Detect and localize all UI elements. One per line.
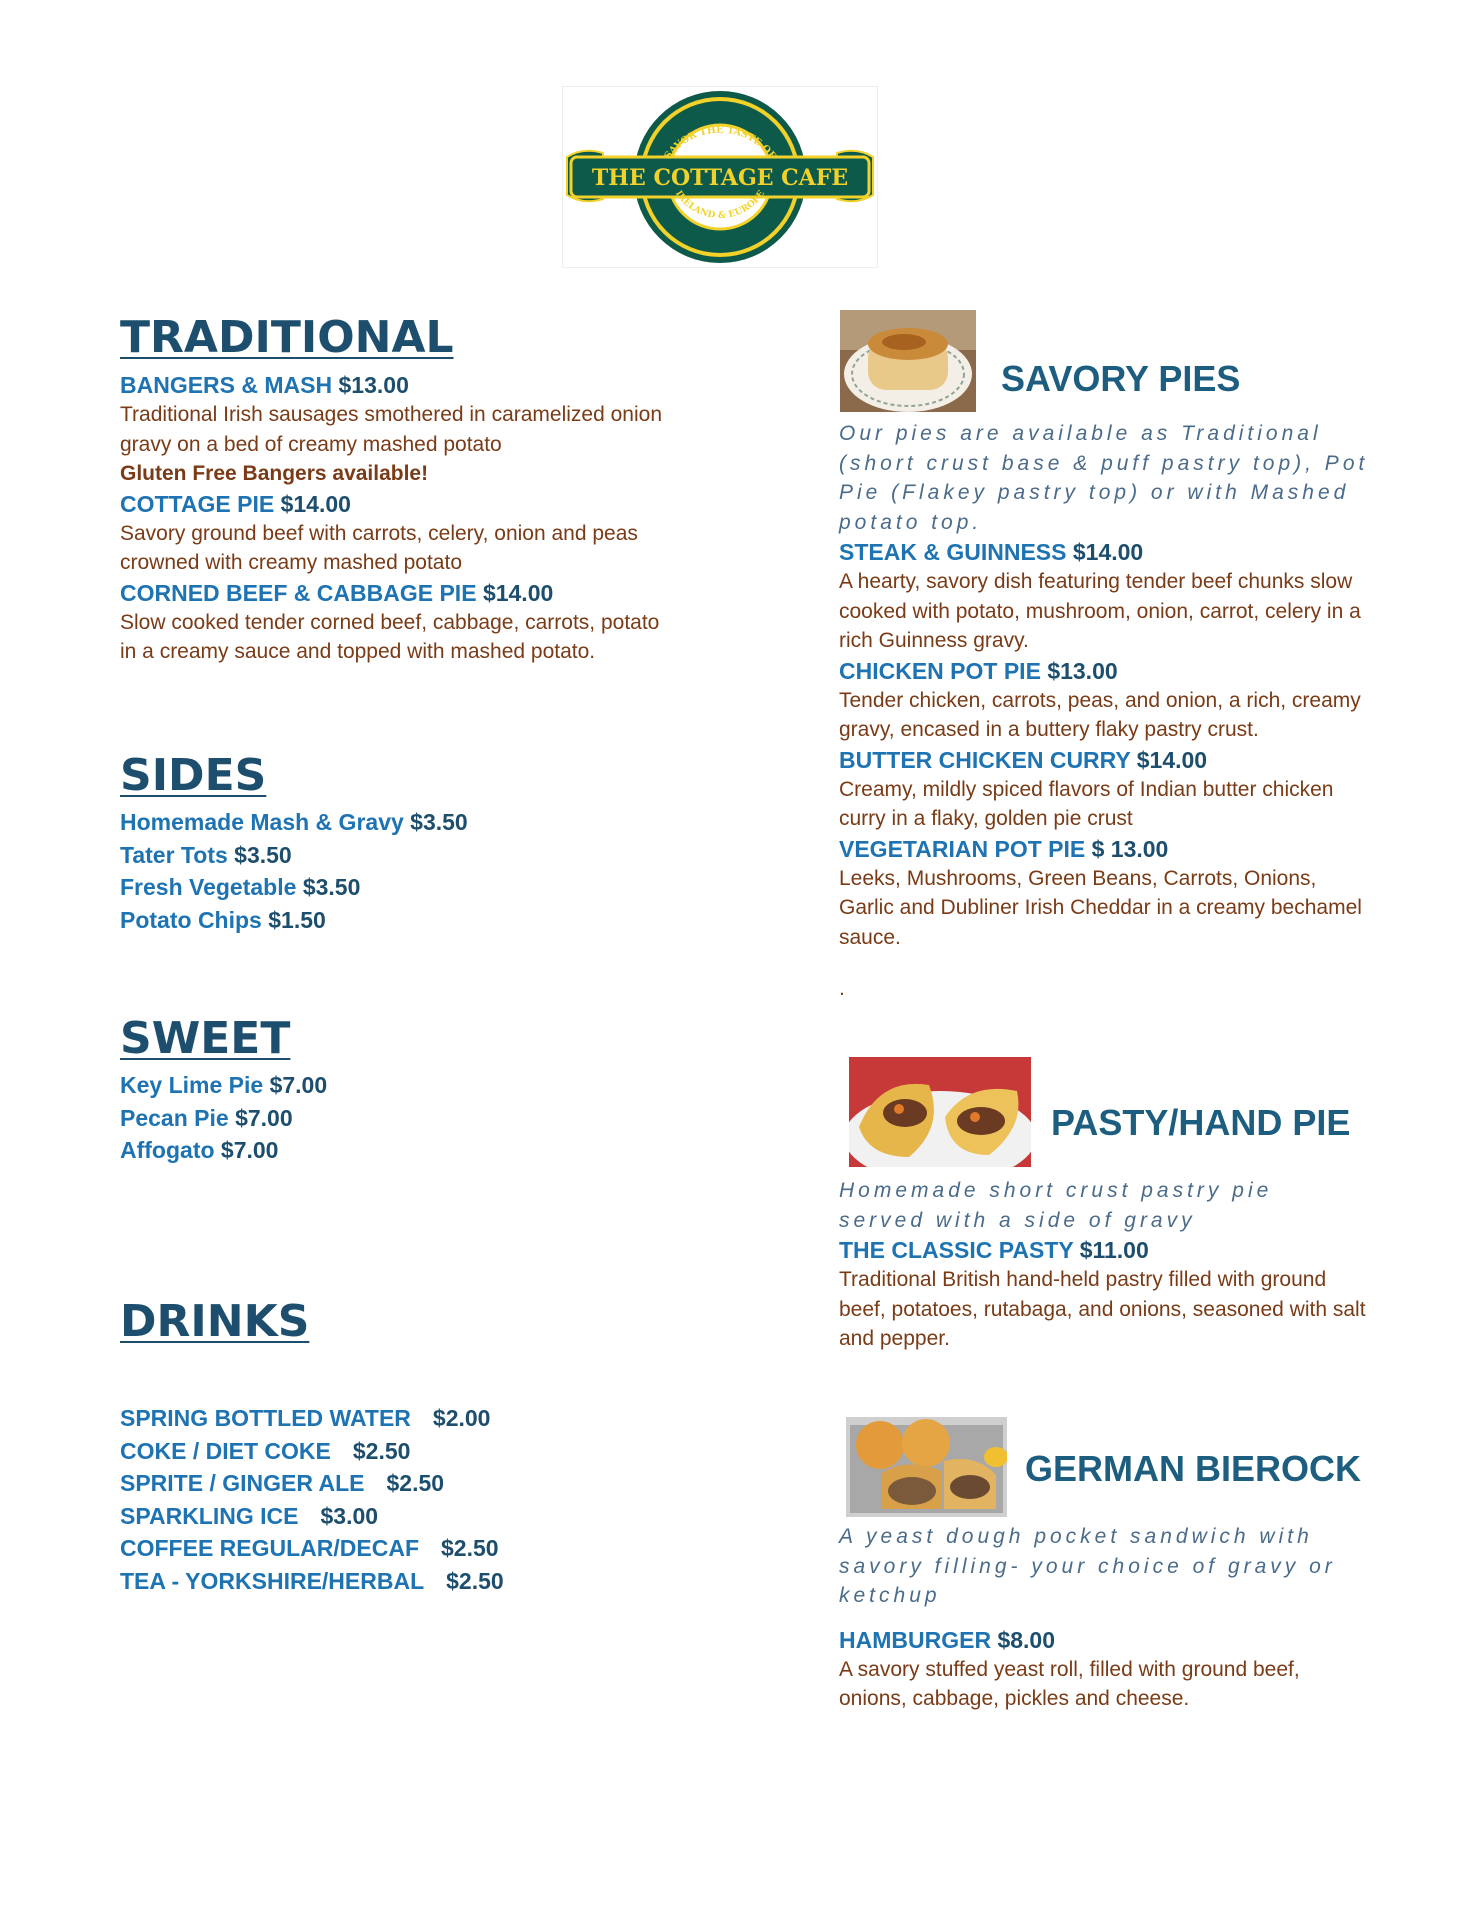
item-price: $3.50 — [234, 841, 292, 868]
item-price: $ 13.00 — [1091, 835, 1169, 862]
item-name: Pecan Pie — [120, 1104, 229, 1131]
pasty-heading: PASTY/HAND PIE — [1051, 1102, 1351, 1143]
item-name: COTTAGE PIE — [120, 490, 275, 517]
bierock-section — [839, 1522, 1369, 1714]
traditional-list — [120, 370, 680, 667]
item-description: Traditional British hand-held pastry filled with ground beef, potatoes, rutabaga, and onions, seasoned with salt and pepper. — [839, 1268, 1366, 1350]
item-price: $2.50 — [441, 1535, 499, 1561]
logo-bottom-text: IRELAND & EUROPE — [673, 188, 768, 222]
item-description: A hearty, savory dish featuring tender beef chunks slow cooked with potato, mushroom, onion, carrot, celery in a rich Guinness gravy. — [839, 570, 1361, 652]
item-price: $14.00 — [280, 490, 351, 517]
menu-item-title — [839, 1625, 1369, 1655]
menu-item-title — [120, 578, 680, 608]
item-name: Fresh Vegetable — [120, 874, 297, 900]
stray-dot: . — [839, 977, 845, 1000]
section-intro: Our pies are available as Traditional (short crust base & puff pastry top), Pot Pie (Flakey pastry top) or with Mashed potato top. — [839, 422, 1369, 534]
item-price: $13.00 — [338, 372, 409, 398]
item-name: THE CLASSIC PASTY — [839, 1237, 1074, 1263]
savory-pies-section — [839, 419, 1369, 1004]
item-price: $14.00 — [1136, 746, 1208, 773]
item-name: Potato Chips — [120, 906, 262, 933]
savory-pie-photo — [840, 310, 976, 412]
bierock-photo — [846, 1417, 1007, 1517]
traditional-heading: TRADITIONAL — [120, 312, 454, 363]
item-price: $13.00 — [1047, 657, 1118, 684]
item-price: $11.00 — [1079, 1237, 1149, 1263]
list-item — [120, 1500, 504, 1533]
pasty-section — [839, 1176, 1369, 1354]
item-price: $2.50 — [446, 1567, 504, 1594]
item-name: TEA - YORKSHIRE/HERBAL — [120, 1567, 425, 1594]
menu-item-title — [839, 1235, 1369, 1265]
item-price: $14.00 — [1072, 539, 1144, 565]
logo-top-text: SAVOR THE TASTE OF — [662, 124, 778, 162]
item-price: $3.50 — [302, 874, 361, 900]
section-intro: A yeast dough pocket sandwich with savory filling- your choice of gravy or ketchup — [839, 1525, 1336, 1607]
item-price: $2.50 — [352, 1437, 411, 1464]
item-description: A savory stuffed yeast roll, filled with ground beef, onions, cabbage, pickles and cheese. — [839, 1657, 1300, 1710]
item-price: $3.00 — [320, 1502, 379, 1529]
menu-item-title — [839, 745, 1369, 775]
menu-item-title — [839, 537, 1369, 567]
item-description: Tender chicken, carrots, peas, and onion, a rich, creamy gravy, encased in a buttery flaky pastry crust. — [839, 688, 1361, 741]
sides-list — [120, 806, 468, 936]
drinks-list — [120, 1402, 504, 1597]
item-name: SPRITE / GINGER ALE — [120, 1470, 365, 1496]
item-name: COFFEE REGULAR/DECAF — [120, 1535, 419, 1561]
item-name: CHICKEN POT PIE — [839, 657, 1041, 684]
item-price: $7.00 — [220, 1137, 279, 1163]
item-name: SPARKLING ICE — [120, 1502, 299, 1529]
pasty-photo — [849, 1057, 1031, 1167]
item-price: $7.00 — [269, 1072, 328, 1098]
list-item — [120, 839, 468, 872]
menu-item-title — [120, 370, 680, 400]
item-description: Leeks, Mushrooms, Green Beans, Carrots, Onions, Garlic and Dubliner Irish Cheddar in a creamy bechamel sauce. — [839, 866, 1362, 949]
item-description: Slow cooked tender corned beef, cabbage, carrots, potato in a creamy sauce and topped with mashed potato. — [120, 610, 660, 663]
item-name: Tater Tots — [120, 841, 228, 868]
item-price: $3.50 — [410, 809, 468, 835]
list-item — [120, 1532, 504, 1565]
savory-pies-heading: SAVORY PIES — [1001, 358, 1241, 399]
item-name: BUTTER CHICKEN CURRY — [839, 746, 1131, 773]
list-item — [120, 1467, 504, 1500]
item-name: SPRING BOTTLED WATER — [120, 1405, 411, 1431]
menu-item-title — [120, 489, 680, 519]
section-intro: Homemade short crust pastry pie served with a side of gravy — [839, 1179, 1273, 1232]
item-name: HAMBURGER — [839, 1626, 992, 1653]
list-item — [120, 904, 468, 937]
logo-emblem — [563, 87, 877, 267]
list-item — [120, 1402, 504, 1435]
sweet-list — [120, 1069, 327, 1167]
item-name: Affogato — [120, 1137, 215, 1163]
item-price: $7.00 — [235, 1104, 293, 1131]
list-item — [120, 1565, 504, 1598]
item-name: BANGERS & MASH — [120, 372, 333, 398]
item-name: COKE / DIET COKE — [120, 1437, 331, 1464]
item-name: Homemade Mash & Gravy — [120, 809, 404, 835]
list-item — [120, 1435, 504, 1468]
item-description: Traditional Irish sausages smothered in caramelized onion gravy on a bed of creamy mashed potato — [120, 403, 663, 456]
menu-item-title — [839, 656, 1369, 686]
logo-name: THE COTTAGE CAFE — [591, 165, 849, 191]
item-price: $14.00 — [482, 579, 554, 606]
item-name: Key Lime Pie — [120, 1072, 264, 1098]
list-item — [120, 1102, 327, 1135]
list-item — [120, 871, 468, 904]
item-price: $1.50 — [268, 906, 326, 933]
item-price: $2.00 — [432, 1405, 491, 1431]
sweet-heading: SWEET — [120, 1013, 291, 1064]
item-price: $2.50 — [386, 1470, 445, 1496]
menu-item-title — [839, 834, 1369, 864]
item-description: Creamy, mildly spiced flavors of Indian butter chicken curry in a flaky, golden pie crust — [839, 777, 1334, 830]
item-name: CORNED BEEF & CABBAGE PIE — [120, 579, 477, 606]
drinks-heading: DRINKS — [120, 1296, 310, 1347]
list-item — [120, 806, 468, 839]
list-item — [120, 1134, 327, 1167]
list-item — [120, 1069, 327, 1102]
cafe-logo — [562, 86, 878, 268]
gluten-free-note: Gluten Free Bangers available! — [120, 462, 429, 485]
item-name: STEAK & GUINNESS — [839, 539, 1067, 565]
bierock-heading: GERMAN BIEROCK — [1025, 1448, 1362, 1489]
item-name: VEGETARIAN POT PIE — [839, 835, 1086, 862]
item-price: $8.00 — [997, 1626, 1056, 1653]
sides-heading: SIDES — [120, 750, 267, 801]
item-description: Savory ground beef with carrots, celery, onion and peas crowned with creamy mashed potato — [120, 521, 638, 574]
